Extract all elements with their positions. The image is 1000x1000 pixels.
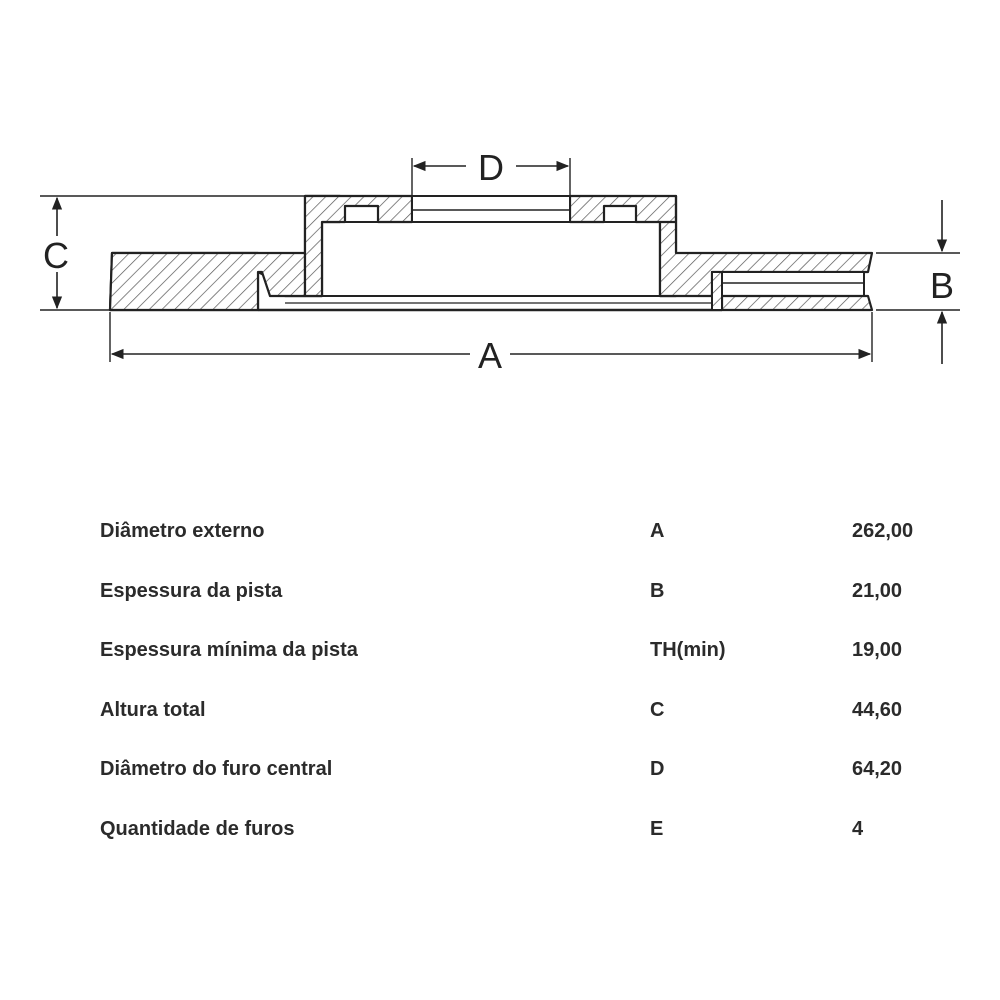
spec-row (100, 806, 960, 866)
spec-row (100, 746, 960, 806)
spec-label: Quantidade de furos (100, 817, 295, 840)
left-outer-flange (110, 253, 305, 310)
spec-row (100, 627, 960, 687)
spec-label: Altura total (100, 698, 206, 721)
brake-disc-cross-section-drawing (0, 0, 1000, 420)
spec-label: Diâmetro externo (100, 520, 265, 542)
spec-row (100, 568, 960, 628)
dim-a-label: A (477, 335, 503, 376)
spec-label: Diâmetro do furo central (100, 758, 333, 780)
dim-b-label: B (929, 265, 955, 306)
dim-d-label: D (478, 147, 504, 188)
right-outer-flange-bottom (722, 296, 872, 310)
spec-row (100, 508, 960, 568)
spec-value: 21,00 (852, 579, 903, 602)
spec-label: Espessura mínima da pista (100, 639, 358, 661)
hat-top-left (305, 196, 412, 296)
spec-value: 64,20 (852, 758, 903, 780)
dim-c-label: C (43, 235, 69, 276)
spec-code: TH(min) (650, 639, 726, 661)
spec-code: A (650, 520, 665, 542)
spec-code: E (650, 817, 664, 840)
spec-value: 44,60 (852, 698, 903, 721)
right-vent-fins (722, 272, 864, 296)
spec-label: Espessura da pista (100, 579, 283, 602)
spec-code: D (650, 758, 665, 780)
center-bore (412, 196, 570, 222)
spec-value: 19,00 (852, 639, 903, 661)
spec-code: B (650, 579, 665, 602)
spec-value: 262,00 (852, 520, 914, 542)
right-inner-lip (712, 272, 722, 310)
spec-table (100, 508, 960, 865)
spec-code: C (650, 698, 665, 721)
spec-row (100, 687, 960, 747)
spec-value: 4 (852, 817, 864, 840)
